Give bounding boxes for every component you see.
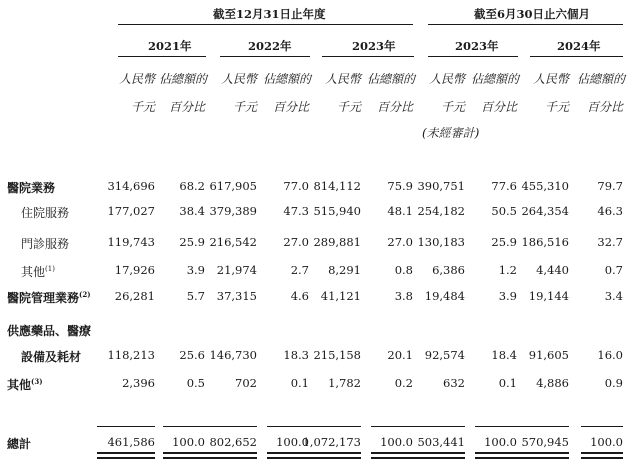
cell-amount: 91,605 <box>528 348 569 362</box>
year-underline <box>530 56 623 57</box>
unit-header-pct: 佔總額的 <box>263 72 312 86</box>
cell-amount: 92,574 <box>424 348 465 362</box>
cell-percentage: 0.8 <box>394 263 413 277</box>
footnote-marker: (1) <box>45 265 55 273</box>
footnote-marker: (2) <box>79 290 91 299</box>
total-double-rule <box>97 457 155 459</box>
cell-amount: 570,945 <box>521 435 569 449</box>
unit-header-pct: 佔總額的 <box>577 72 626 86</box>
total-double-rule <box>199 457 257 459</box>
cell-amount: 379,389 <box>209 204 257 218</box>
row-label-hospital-business: 醫院業務 <box>7 181 56 195</box>
cell-percentage: 5.7 <box>186 289 205 303</box>
unaudited-note: (未經審計) <box>422 126 480 140</box>
cell-percentage: 27.0 <box>387 235 413 249</box>
cell-percentage: 20.1 <box>387 348 413 362</box>
total-double-rule <box>297 452 361 454</box>
total-top-rule <box>297 426 361 427</box>
cell-amount: 455,310 <box>521 179 569 193</box>
cell-percentage: 27.0 <box>283 235 309 249</box>
year-underline <box>322 56 414 57</box>
total-double-rule <box>581 452 623 454</box>
unit-subheader-thousand: 千元 <box>440 100 465 114</box>
total-double-rule <box>407 457 465 459</box>
cell-amount: 4,886 <box>536 376 569 390</box>
cell-amount: 118,213 <box>107 348 155 362</box>
year-header-2021: 2021年 <box>148 39 192 53</box>
cell-amount: 177,027 <box>107 204 155 218</box>
row-label-supply-line2: 設備及耗材 <box>21 350 82 364</box>
cell-amount: 17,926 <box>114 263 155 277</box>
year-header-2023: 2023年 <box>352 39 396 53</box>
year-underline <box>118 56 206 57</box>
year-underline <box>428 56 518 57</box>
cell-percentage: 77.0 <box>283 179 309 193</box>
cell-percentage: 38.4 <box>179 204 205 218</box>
cell-amount: 515,940 <box>313 204 361 218</box>
cell-amount: 632 <box>443 376 465 390</box>
unit-subheader-thousand: 千元 <box>130 100 155 114</box>
cell-percentage: 0.1 <box>498 376 517 390</box>
group-underline-6m <box>428 24 623 25</box>
total-double-rule <box>297 457 361 459</box>
unit-subheader-thousand: 千元 <box>336 100 361 114</box>
cell-amount: 26,281 <box>114 289 155 303</box>
year-header-2022: 2022年 <box>248 39 292 53</box>
group-header-six-months: 截至6月30日止六個月 <box>474 7 591 21</box>
footnote-marker: (3) <box>31 377 43 386</box>
cell-amount: 1,782 <box>328 376 361 390</box>
cell-percentage: 0.2 <box>394 376 413 390</box>
row-label-total: 總計 <box>7 437 32 451</box>
unit-header-pct: 佔總額的 <box>159 72 208 86</box>
cell-percentage: 3.8 <box>394 289 413 303</box>
cell-amount: 19,144 <box>528 289 569 303</box>
unit-header-pct: 佔總額的 <box>471 72 520 86</box>
cell-amount: 503,441 <box>417 435 465 449</box>
unit-header-rmb: 人民幣 <box>532 72 569 86</box>
unit-header-rmb: 人民幣 <box>220 72 257 86</box>
total-double-rule <box>407 452 465 454</box>
cell-percentage: 48.1 <box>387 204 413 218</box>
total-double-rule <box>199 452 257 454</box>
unit-subheader-percent: 百分比 <box>168 100 205 114</box>
cell-amount: 617,905 <box>209 179 257 193</box>
cell-amount: 1,072,173 <box>302 435 361 449</box>
cell-amount: 8,291 <box>328 263 361 277</box>
unit-subheader-thousand: 千元 <box>232 100 257 114</box>
total-double-rule <box>511 452 569 454</box>
cell-percentage: 3.4 <box>604 289 623 303</box>
cell-percentage: 100.0 <box>172 435 205 449</box>
cell-amount: 119,743 <box>107 235 155 249</box>
group-underline-fy <box>118 24 413 25</box>
unit-subheader-percent: 百分比 <box>376 100 413 114</box>
total-double-rule <box>581 457 623 459</box>
cell-percentage: 0.5 <box>186 376 205 390</box>
cell-percentage: 79.7 <box>597 179 623 193</box>
row-label-outpatient: 門診服務 <box>21 237 70 251</box>
row-label-supply-line1: 供應藥品、醫療 <box>7 324 92 338</box>
cell-percentage: 18.3 <box>283 348 309 362</box>
row-label-others-3: 其他$^{(3)}$ <box>7 377 43 392</box>
cell-amount: 254,182 <box>417 204 465 218</box>
total-top-rule <box>511 426 569 427</box>
cell-amount: 264,354 <box>521 204 569 218</box>
cell-amount: 146,730 <box>209 348 257 362</box>
total-top-rule <box>97 426 155 427</box>
cell-percentage: 18.4 <box>491 348 517 362</box>
cell-percentage: 100.0 <box>484 435 517 449</box>
year-underline <box>220 56 310 57</box>
cell-percentage: 25.9 <box>491 235 517 249</box>
total-top-rule <box>407 426 465 427</box>
cell-percentage: 50.5 <box>491 204 517 218</box>
cell-percentage: 0.9 <box>604 376 623 390</box>
cell-amount: 461,586 <box>107 435 155 449</box>
cell-amount: 6,386 <box>432 263 465 277</box>
total-double-rule <box>511 457 569 459</box>
cell-percentage: 46.3 <box>597 204 623 218</box>
total-top-rule <box>199 426 257 427</box>
cell-amount: 702 <box>235 376 257 390</box>
unit-subheader-thousand: 千元 <box>544 100 569 114</box>
cell-percentage: 1.2 <box>498 263 517 277</box>
cell-amount: 37,315 <box>216 289 257 303</box>
cell-amount: 390,751 <box>417 179 465 193</box>
cell-amount: 814,112 <box>313 179 361 193</box>
unit-header-pct: 佔總額的 <box>367 72 416 86</box>
cell-amount: 802,652 <box>209 435 257 449</box>
unit-subheader-percent: 百分比 <box>272 100 309 114</box>
cell-percentage: 4.6 <box>290 289 309 303</box>
unit-subheader-percent: 百分比 <box>586 100 623 114</box>
cell-amount: 216,542 <box>209 235 257 249</box>
cell-percentage: 75.9 <box>387 179 413 193</box>
cell-percentage: 68.2 <box>179 179 205 193</box>
cell-amount: 130,183 <box>417 235 465 249</box>
cell-percentage: 16.0 <box>597 348 623 362</box>
row-label-hospital-management: 醫院管理業務$^{(2)}$ <box>7 290 91 305</box>
cell-amount: 21,974 <box>216 263 257 277</box>
total-double-rule <box>97 452 155 454</box>
row-label-inpatient: 住院服務 <box>21 206 70 220</box>
group-header-fiscal-year: 截至12月31日止年度 <box>213 7 326 21</box>
cell-percentage: 77.6 <box>491 179 517 193</box>
cell-percentage: 0.1 <box>290 376 309 390</box>
unit-header-rmb: 人民幣 <box>428 72 465 86</box>
year-header-2023-h1: 2023年 <box>455 39 499 53</box>
cell-percentage: 2.7 <box>290 263 309 277</box>
cell-percentage: 100.0 <box>276 435 309 449</box>
unit-header-rmb: 人民幣 <box>118 72 155 86</box>
cell-amount: 186,516 <box>521 235 569 249</box>
cell-amount: 289,881 <box>313 235 361 249</box>
cell-amount: 215,158 <box>313 348 361 362</box>
cell-amount: 314,696 <box>107 179 155 193</box>
cell-amount: 2,396 <box>122 376 155 390</box>
year-header-2024-h1: 2024年 <box>557 39 601 53</box>
cell-amount: 41,121 <box>320 289 361 303</box>
cell-percentage: 0.7 <box>604 263 623 277</box>
cell-percentage: 3.9 <box>498 289 517 303</box>
cell-amount: 19,484 <box>424 289 465 303</box>
cell-percentage: 100.0 <box>380 435 413 449</box>
cell-percentage: 47.3 <box>283 204 309 218</box>
cell-amount: 4,440 <box>536 263 569 277</box>
row-label-others-1: 其他$^{(1)}$ <box>21 265 55 279</box>
cell-percentage: 3.9 <box>186 263 205 277</box>
cell-percentage: 25.6 <box>179 348 205 362</box>
cell-percentage: 32.7 <box>597 235 623 249</box>
unit-subheader-percent: 百分比 <box>480 100 517 114</box>
cell-percentage: 25.9 <box>179 235 205 249</box>
unit-header-rmb: 人民幣 <box>324 72 361 86</box>
total-top-rule <box>581 426 623 427</box>
cell-percentage: 100.0 <box>590 435 623 449</box>
